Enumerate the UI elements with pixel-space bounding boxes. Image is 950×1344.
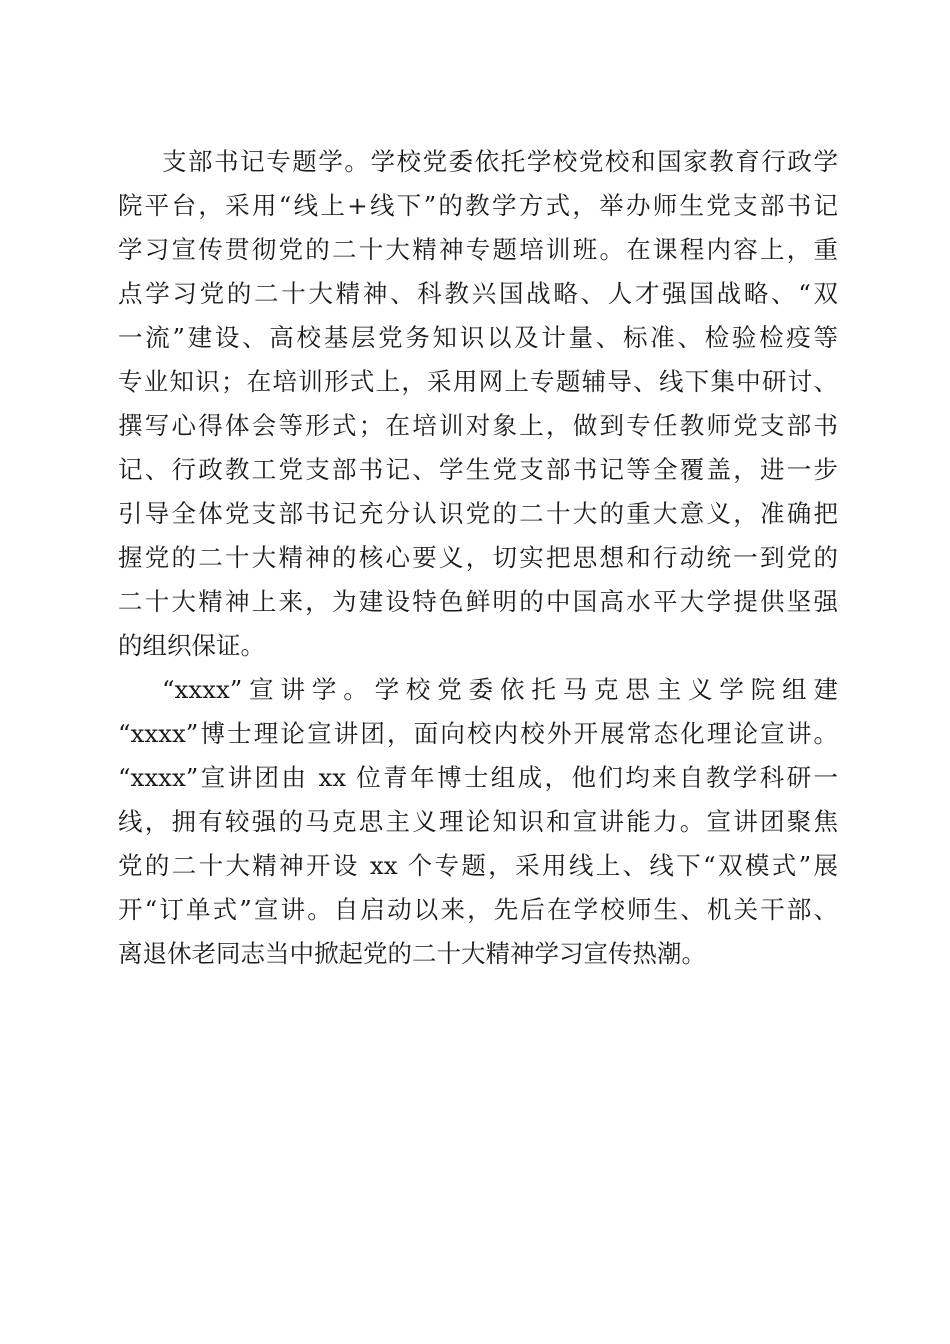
paragraph-line: 记、行政教工党支部书记、学生党支部书记等全覆盖，进一步 xyxy=(118,455,838,484)
paragraph-line: 撰写心得体会等形式；在培训对象上，做到专任教师党支部书 xyxy=(118,411,838,440)
paragraph-line: “xxxx”宣讲团由 xx 位青年博士组成，他们均来自教学科研一 xyxy=(118,763,838,792)
paragraph-line: 专业知识；在培训形式上，采用网上专题辅导、线下集中研讨、 xyxy=(118,367,838,396)
paragraph-line: 党的二十大精神开设 xx 个专题，采用线上、线下“双模式”展 xyxy=(118,851,838,880)
paragraph-lecture-study xyxy=(118,668,838,976)
paragraph-line: 二十大精神上来，为建设特色鲜明的中国高水平大学提供坚强 xyxy=(118,587,838,616)
document-body xyxy=(118,140,838,976)
paragraph-line: 开“订单式”宣讲。自启动以来，先后在学校师生、机关干部、 xyxy=(118,895,838,924)
paragraph-line: 院平台，采用“线上+线下”的教学方式，举办师生党支部书记 xyxy=(118,191,838,220)
paragraph-line: “xxxx”宣讲学。学校党委依托马克思主义学院组建 xyxy=(162,675,838,704)
paragraph-branch-secretary-study xyxy=(118,140,838,668)
paragraph-line: 握党的二十大精神的核心要义，切实把思想和行动统一到党的 xyxy=(118,543,838,572)
paragraph-line: 点学习党的二十大精神、科教兴国战略、人才强国战略、“双 xyxy=(118,279,838,308)
paragraph-line: 学习宣传贯彻党的二十大精神专题培训班。在课程内容上，重 xyxy=(118,235,838,264)
paragraph-line: 一流”建设、高校基层党务知识以及计量、标准、检验检疫等 xyxy=(118,323,838,352)
paragraph-line: 线，拥有较强的马克思主义理论知识和宣讲能力。宣讲团聚焦 xyxy=(118,807,838,836)
paragraph-line: “xxxx”博士理论宣讲团，面向校内校外开展常态化理论宣讲。 xyxy=(118,719,838,748)
paragraph-line: 离退休老同志当中掀起党的二十大精神学习宣传热潮。 xyxy=(118,939,706,968)
paragraph-line: 支部书记专题学。学校党委依托学校党校和国家教育行政学 xyxy=(162,147,838,176)
paragraph-line: 引导全体党支部书记充分认识党的二十大的重大意义，准确把 xyxy=(118,499,838,528)
paragraph-line: 的组织保证。 xyxy=(118,631,265,660)
